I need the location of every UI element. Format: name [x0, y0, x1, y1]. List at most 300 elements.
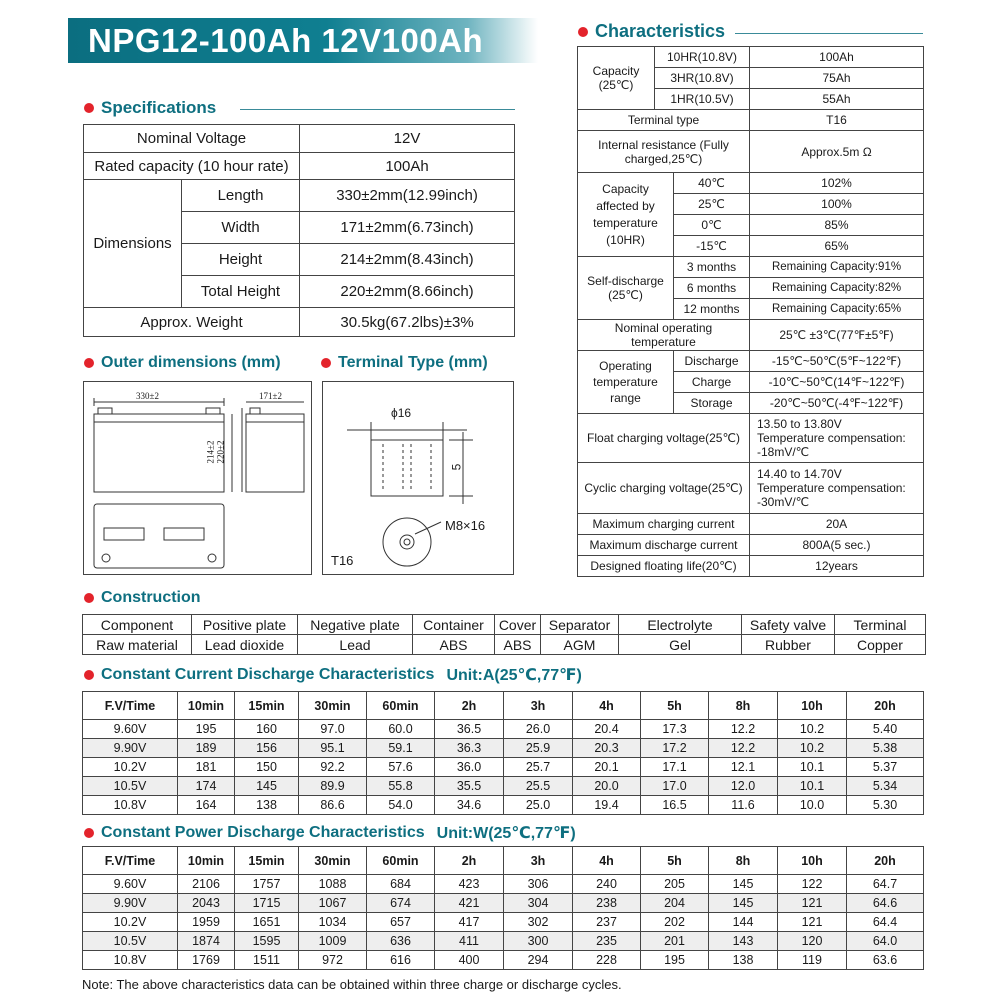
capacity-value: 75Ah [750, 68, 924, 89]
capacity-value: 55Ah [750, 89, 924, 110]
discharge-value-cell: 89.9 [299, 777, 367, 796]
self-discharge-value: Remaining Capacity:91% [750, 257, 924, 278]
discharge-value-cell: 10.2 [778, 720, 847, 739]
discharge-value-cell: 1959 [178, 913, 235, 932]
self-discharge-label: Self-discharge (25℃) [578, 257, 674, 320]
construction-header: Separator [541, 615, 619, 635]
capacity-rate: 3HR(10.8V) [655, 68, 750, 89]
column-header: F.V/Time [83, 692, 178, 720]
temp-value: 0℃ [674, 215, 750, 236]
discharge-value-cell: 64.7 [847, 875, 924, 894]
self-discharge-period: 12 months [674, 299, 750, 320]
table-row [578, 47, 924, 68]
height-dimension-label: 214±2 [205, 440, 216, 464]
spec-value: 171±2mm(6.73inch) [300, 212, 515, 244]
discharge-value-cell: 26.0 [504, 720, 573, 739]
length-dimension-label: 330±2 [136, 391, 159, 401]
discharge-value-cell: 12.0 [709, 777, 778, 796]
table-row [578, 351, 924, 372]
discharge-value-cell: 1009 [299, 932, 367, 951]
bullet-dot-icon [84, 593, 94, 603]
construction-header: Cover [495, 615, 541, 635]
discharge-value-cell: 1715 [235, 894, 299, 913]
terminal-drawing [322, 381, 514, 575]
table-row [578, 556, 924, 577]
column-header: 30min [299, 847, 367, 875]
self-discharge-period: 3 months [674, 257, 750, 278]
discharge-value-cell: 64.0 [847, 932, 924, 951]
column-header: 4h [573, 847, 641, 875]
construction-value: Copper [835, 635, 926, 655]
table-row [83, 720, 924, 739]
discharge-value-cell: 1874 [178, 932, 235, 951]
discharge-value-cell: 972 [299, 951, 367, 970]
discharge-value-cell: 95.1 [299, 739, 367, 758]
table-row [83, 758, 924, 777]
discharge-value-cell: 145 [235, 777, 299, 796]
discharge-value-cell: 59.1 [367, 739, 435, 758]
discharge-value-cell: 121 [778, 894, 847, 913]
construction-header: Container [413, 615, 495, 635]
nominal-temp-value: 25℃ ±3℃(77℉±5℉) [750, 320, 924, 351]
temp-capacity-value: 65% [750, 236, 924, 257]
discharge-value-cell: 201 [641, 932, 709, 951]
discharge-value-cell: 138 [709, 951, 778, 970]
table-row [84, 308, 515, 337]
discharge-value-cell: 5.34 [847, 777, 924, 796]
discharge-value-cell: 202 [641, 913, 709, 932]
discharge-value-cell: 5.40 [847, 720, 924, 739]
max-discharge-label: Maximum discharge current [578, 535, 750, 556]
column-header: 2h [435, 847, 504, 875]
spec-label: Width [182, 212, 300, 244]
operating-mode: Storage [674, 393, 750, 414]
discharge-value-cell: 421 [435, 894, 504, 913]
operating-mode: Charge [674, 372, 750, 393]
discharge-value-cell: 145 [709, 894, 778, 913]
construction-header: Safety valve [742, 615, 835, 635]
spec-value: 330±2mm(12.99inch) [300, 180, 515, 212]
table-row [83, 777, 924, 796]
float-charging-value [750, 414, 924, 463]
discharge-value-cell: 64.4 [847, 913, 924, 932]
discharge-value-cell: 300 [504, 932, 573, 951]
discharge-value-cell: 160 [235, 720, 299, 739]
discharge-value-cell: 164 [178, 796, 235, 815]
terminal-type-title: Terminal Type (mm) [338, 354, 488, 371]
operating-range-value: -15℃~50℃(5℉~122℉) [750, 351, 924, 372]
table-row [83, 635, 926, 655]
discharge-value-cell: 25.7 [504, 758, 573, 777]
table-row [578, 463, 924, 514]
column-header: 5h [641, 692, 709, 720]
characteristics-heading [578, 21, 725, 42]
discharge-value-cell: 204 [641, 894, 709, 913]
power-discharge-unit: Unit:W(25℃,77℉) [436, 825, 576, 842]
construction-value: Gel [619, 635, 742, 655]
construction-value: ABS [495, 635, 541, 655]
discharge-value-cell: 1595 [235, 932, 299, 951]
current-discharge-table [82, 691, 924, 815]
column-header: 8h [709, 847, 778, 875]
self-discharge-value: Remaining Capacity:82% [750, 278, 924, 299]
max-charge-label: Maximum charging current [578, 514, 750, 535]
terminal-code-label: T16 [331, 553, 354, 568]
discharge-value-cell: 636 [367, 932, 435, 951]
discharge-value-cell: 240 [573, 875, 641, 894]
column-header: 30min [299, 692, 367, 720]
discharge-value-cell: 1757 [235, 875, 299, 894]
discharge-value-cell: 36.5 [435, 720, 504, 739]
final-voltage-cell: 10.8V [83, 951, 178, 970]
construction-value: Lead [298, 635, 413, 655]
specifications-title: Specifications [101, 98, 217, 117]
cyclic-charging-value [750, 463, 924, 514]
construction-value: AGM [541, 635, 619, 655]
bullet-dot-icon [84, 828, 94, 838]
column-header: 60min [367, 692, 435, 720]
specifications-heading [84, 98, 216, 118]
discharge-value-cell: 228 [573, 951, 641, 970]
column-header: 10h [778, 847, 847, 875]
construction-value: Rubber [742, 635, 835, 655]
construction-header: Terminal [835, 615, 926, 635]
spec-label: Approx. Weight [84, 308, 300, 337]
discharge-value-cell: 12.1 [709, 758, 778, 777]
nominal-temp-label: Nominal operating temperature [578, 320, 750, 351]
discharge-value-cell: 411 [435, 932, 504, 951]
discharge-value-cell: 304 [504, 894, 573, 913]
discharge-value-cell: 25.5 [504, 777, 573, 796]
discharge-value-cell: 97.0 [299, 720, 367, 739]
discharge-value-cell: 10.1 [778, 777, 847, 796]
specifications-table [83, 124, 515, 337]
float-charging-line1: 13.50 to 13.80V [757, 417, 842, 431]
discharge-value-cell: 16.5 [641, 796, 709, 815]
discharge-value-cell: 20.4 [573, 720, 641, 739]
table-row [83, 739, 924, 758]
discharge-value-cell: 121 [778, 913, 847, 932]
final-voltage-cell: 9.60V [83, 875, 178, 894]
operating-range-label: Operating temperature range [578, 351, 674, 414]
spec-label: Nominal Voltage [84, 125, 300, 153]
discharge-value-cell: 10.2 [778, 739, 847, 758]
table-row [83, 796, 924, 815]
dimensions-label: Dimensions [84, 180, 182, 308]
cyclic-charging-label: Cyclic charging voltage(25℃) [578, 463, 750, 514]
discharge-value-cell: 417 [435, 913, 504, 932]
table-row [578, 131, 924, 173]
cyclic-charging-line2: Temperature compensation: [757, 481, 906, 495]
column-header: 10h [778, 692, 847, 720]
discharge-value-cell: 674 [367, 894, 435, 913]
discharge-value-cell: 238 [573, 894, 641, 913]
temp-value: -15℃ [674, 236, 750, 257]
power-discharge-table [82, 846, 924, 970]
terminal-type-value: T16 [750, 110, 924, 131]
discharge-value-cell: 86.6 [299, 796, 367, 815]
discharge-value-cell: 195 [178, 720, 235, 739]
discharge-value-cell: 150 [235, 758, 299, 777]
discharge-value-cell: 17.1 [641, 758, 709, 777]
discharge-value-cell: 657 [367, 913, 435, 932]
section-underline [240, 109, 515, 110]
column-header: 3h [504, 847, 573, 875]
discharge-value-cell: 684 [367, 875, 435, 894]
discharge-value-cell: 17.0 [641, 777, 709, 796]
construction-header: Component [83, 615, 192, 635]
discharge-value-cell: 2106 [178, 875, 235, 894]
discharge-value-cell: 156 [235, 739, 299, 758]
discharge-value-cell: 64.6 [847, 894, 924, 913]
construction-header: Negative plate [298, 615, 413, 635]
discharge-value-cell: 302 [504, 913, 573, 932]
construction-value: ABS [413, 635, 495, 655]
final-voltage-cell: 9.90V [83, 739, 178, 758]
discharge-value-cell: 54.0 [367, 796, 435, 815]
current-discharge-title: Constant Current Discharge Characteristics [101, 666, 435, 683]
discharge-value-cell: 1511 [235, 951, 299, 970]
discharge-value-cell: 400 [435, 951, 504, 970]
discharge-value-cell: 1651 [235, 913, 299, 932]
discharge-value-cell: 12.2 [709, 739, 778, 758]
column-header: 5h [641, 847, 709, 875]
discharge-value-cell: 11.6 [709, 796, 778, 815]
power-discharge-title: Constant Power Discharge Characteristics [101, 824, 425, 841]
operating-range-value: -10℃~50℃(14℉~122℉) [750, 372, 924, 393]
float-charging-line2: Temperature compensation: [757, 431, 906, 445]
table-row [578, 257, 924, 278]
column-header: 3h [504, 692, 573, 720]
construction-title: Construction [101, 589, 201, 606]
spec-value: 100Ah [300, 153, 515, 180]
column-header: 10min [178, 692, 235, 720]
discharge-value-cell: 12.2 [709, 720, 778, 739]
terminal-type-label: Terminal type [578, 110, 750, 131]
terminal-outline-icon [323, 382, 513, 574]
section-underline [735, 33, 923, 34]
terminal-diameter-label: ϕ16 [391, 406, 412, 420]
capacity-value: 100Ah [750, 47, 924, 68]
column-header: 20h [847, 692, 924, 720]
table-header-row [83, 847, 924, 875]
discharge-value-cell: 120 [778, 932, 847, 951]
discharge-value-cell: 122 [778, 875, 847, 894]
width-dimension-label: 171±2 [259, 391, 282, 401]
column-header: 8h [709, 692, 778, 720]
column-header: 10min [178, 847, 235, 875]
bullet-dot-icon [321, 358, 331, 368]
table-row [83, 894, 924, 913]
temp-capacity-value: 100% [750, 194, 924, 215]
cyclic-charging-line3: -30mV/℃ [757, 495, 810, 509]
discharge-value-cell: 294 [504, 951, 573, 970]
max-charge-value: 20A [750, 514, 924, 535]
float-charging-label: Float charging voltage(25℃) [578, 414, 750, 463]
discharge-value-cell: 20.0 [573, 777, 641, 796]
column-header: F.V/Time [83, 847, 178, 875]
construction-heading [84, 589, 201, 607]
discharge-value-cell: 143 [709, 932, 778, 951]
discharge-value-cell: 189 [178, 739, 235, 758]
spec-value: 214±2mm(8.43inch) [300, 244, 515, 276]
discharge-value-cell: 205 [641, 875, 709, 894]
discharge-value-cell: 10.0 [778, 796, 847, 815]
spec-label: Rated capacity (10 hour rate) [84, 153, 300, 180]
current-discharge-heading [84, 665, 582, 685]
operating-mode: Discharge [674, 351, 750, 372]
discharge-value-cell: 25.9 [504, 739, 573, 758]
capacity-rate: 10HR(10.8V) [655, 47, 750, 68]
table-row [578, 535, 924, 556]
column-header: 4h [573, 692, 641, 720]
max-discharge-value: 800A(5 sec.) [750, 535, 924, 556]
temp-capacity-value: 85% [750, 215, 924, 236]
capacity-rate: 1HR(10.5V) [655, 89, 750, 110]
discharge-value-cell: 616 [367, 951, 435, 970]
floating-life-value: 12years [750, 556, 924, 577]
discharge-value-cell: 10.1 [778, 758, 847, 777]
spec-label: Total Height [182, 276, 300, 308]
discharge-value-cell: 5.37 [847, 758, 924, 777]
discharge-value-cell: 138 [235, 796, 299, 815]
table-row [578, 173, 924, 194]
discharge-value-cell: 55.8 [367, 777, 435, 796]
bullet-dot-icon [578, 27, 588, 37]
temp-capacity-label: Capacity affected by temperature (10HR) [578, 173, 674, 257]
construction-table [82, 614, 926, 655]
temp-value: 40℃ [674, 173, 750, 194]
final-voltage-cell: 10.2V [83, 758, 178, 777]
spec-value: 220±2mm(8.66inch) [300, 276, 515, 308]
bullet-dot-icon [84, 358, 94, 368]
bullet-dot-icon [84, 670, 94, 680]
table-row [84, 153, 515, 180]
final-voltage-cell: 10.5V [83, 777, 178, 796]
battery-outline-icon [84, 382, 311, 574]
temp-value: 25℃ [674, 194, 750, 215]
discharge-value-cell: 1769 [178, 951, 235, 970]
discharge-value-cell: 34.6 [435, 796, 504, 815]
outer-dimensions-drawing [83, 381, 312, 575]
column-header: 2h [435, 692, 504, 720]
footnote: Note: The above characteristics data can be obtained within three charge or discharge cycles. [82, 977, 622, 992]
self-discharge-value: Remaining Capacity:65% [750, 299, 924, 320]
table-row [578, 514, 924, 535]
construction-value: Raw material [83, 635, 192, 655]
table-row [578, 414, 924, 463]
discharge-value-cell: 174 [178, 777, 235, 796]
spec-label: Height [182, 244, 300, 276]
discharge-value-cell: 1088 [299, 875, 367, 894]
column-header: 20h [847, 847, 924, 875]
discharge-value-cell: 63.6 [847, 951, 924, 970]
final-voltage-cell: 9.60V [83, 720, 178, 739]
table-row [578, 110, 924, 131]
discharge-value-cell: 145 [709, 875, 778, 894]
discharge-value-cell: 1067 [299, 894, 367, 913]
table-row [83, 615, 926, 635]
spec-label: Length [182, 180, 300, 212]
cyclic-charging-line1: 14.40 to 14.70V [757, 467, 842, 481]
construction-value: Lead dioxide [192, 635, 298, 655]
final-voltage-cell: 10.5V [83, 932, 178, 951]
discharge-value-cell: 306 [504, 875, 573, 894]
spec-value: 12V [300, 125, 515, 153]
final-voltage-cell: 9.90V [83, 894, 178, 913]
discharge-value-cell: 57.6 [367, 758, 435, 777]
table-header-row [83, 692, 924, 720]
temp-capacity-value: 102% [750, 173, 924, 194]
page-title: NPG12-100Ah 12V100Ah [88, 21, 484, 59]
table-row [578, 320, 924, 351]
capacity-label: Capacity (25℃) [578, 47, 655, 110]
discharge-value-cell: 60.0 [367, 720, 435, 739]
internal-resistance-value: Approx.5m Ω [750, 131, 924, 173]
characteristics-table [577, 46, 924, 577]
discharge-value-cell: 17.3 [641, 720, 709, 739]
power-discharge-heading [84, 823, 576, 843]
terminal-bolt-label: M8×16 [445, 518, 486, 533]
total-height-dimension-label: 220±2 [215, 440, 226, 464]
table-row [83, 951, 924, 970]
final-voltage-cell: 10.2V [83, 913, 178, 932]
discharge-value-cell: 19.4 [573, 796, 641, 815]
column-header: 60min [367, 847, 435, 875]
final-voltage-cell: 10.8V [83, 796, 178, 815]
title-banner [68, 18, 538, 63]
discharge-value-cell: 119 [778, 951, 847, 970]
self-discharge-period: 6 months [674, 278, 750, 299]
discharge-value-cell: 181 [178, 758, 235, 777]
table-row [83, 913, 924, 932]
discharge-value-cell: 235 [573, 932, 641, 951]
discharge-value-cell: 1034 [299, 913, 367, 932]
discharge-value-cell: 36.3 [435, 739, 504, 758]
discharge-value-cell: 25.0 [504, 796, 573, 815]
terminal-type-heading [321, 354, 488, 372]
discharge-value-cell: 35.5 [435, 777, 504, 796]
characteristics-title: Characteristics [595, 21, 726, 41]
bullet-dot-icon [84, 103, 94, 113]
column-header: 15min [235, 692, 299, 720]
float-charging-line3: -18mV/℃ [757, 445, 810, 459]
discharge-value-cell: 20.1 [573, 758, 641, 777]
discharge-value-cell: 92.2 [299, 758, 367, 777]
discharge-value-cell: 144 [709, 913, 778, 932]
discharge-value-cell: 36.0 [435, 758, 504, 777]
spec-value: 30.5kg(67.2lbs)±3% [300, 308, 515, 337]
table-row [83, 932, 924, 951]
column-header: 15min [235, 847, 299, 875]
discharge-value-cell: 2043 [178, 894, 235, 913]
floating-life-label: Designed floating life(20℃) [578, 556, 750, 577]
discharge-value-cell: 5.38 [847, 739, 924, 758]
discharge-value-cell: 17.2 [641, 739, 709, 758]
outer-dimensions-heading [84, 354, 281, 372]
construction-header: Electrolyte [619, 615, 742, 635]
operating-range-value: -20℃~50℃(-4℉~122℉) [750, 393, 924, 414]
construction-header: Positive plate [192, 615, 298, 635]
current-discharge-unit: Unit:A(25℃,77℉) [446, 667, 582, 684]
discharge-value-cell: 195 [641, 951, 709, 970]
outer-dimensions-title: Outer dimensions (mm) [101, 354, 281, 371]
table-row [83, 875, 924, 894]
internal-resistance-label: Internal resistance (Fully charged,25℃) [578, 131, 750, 173]
discharge-value-cell: 20.3 [573, 739, 641, 758]
discharge-value-cell: 423 [435, 875, 504, 894]
discharge-value-cell: 5.30 [847, 796, 924, 815]
